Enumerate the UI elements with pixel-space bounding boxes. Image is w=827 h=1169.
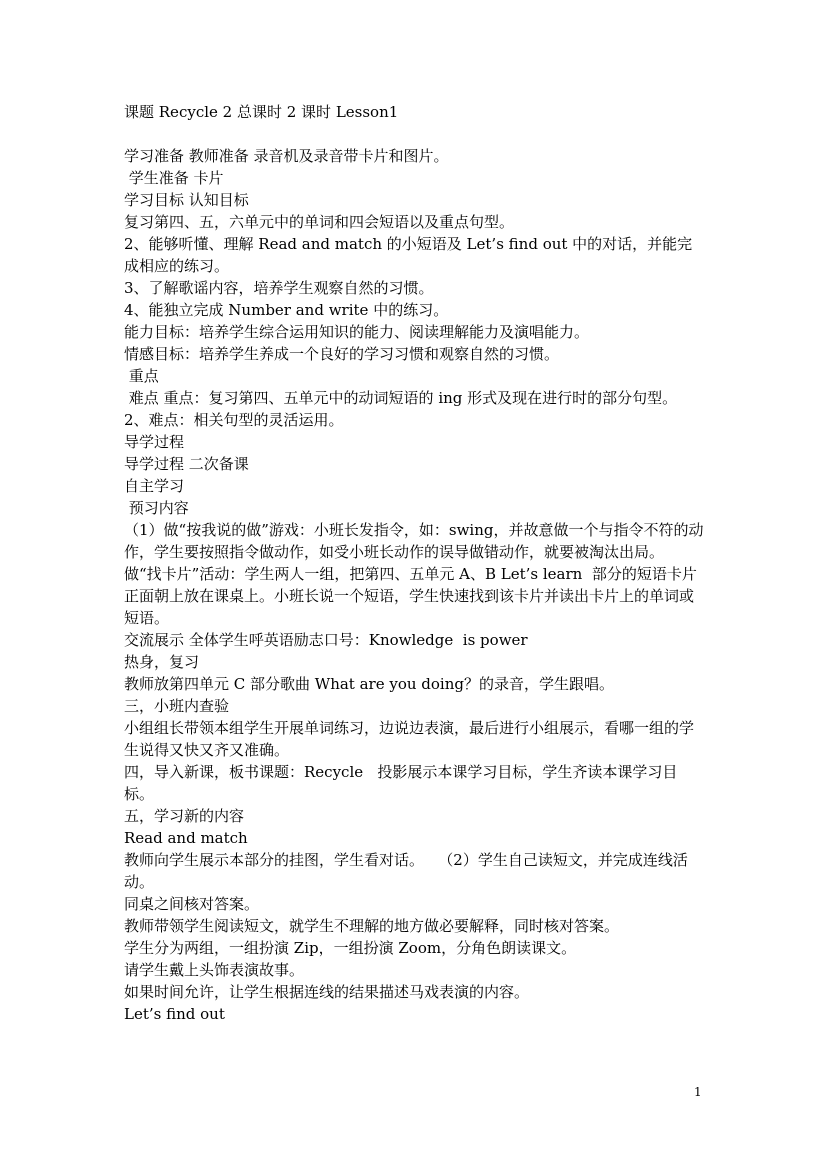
paragraph: （1）做“按我说的做”游戏：小班长发指令，如：swing，并故意做一个与指令不符的动作，学生要按照指令做动作，如受小班长动作的误导做错动作，就要被淘汰出局。 xyxy=(124,521,704,561)
paragraph: Let’s find out xyxy=(124,1005,225,1023)
paragraph: 2、难点：相关句型的灵活运用。 xyxy=(124,411,344,429)
paragraph: 学习目标 认知目标 xyxy=(124,191,249,209)
paragraph: 重点 xyxy=(124,367,159,385)
paragraph: 四，导入新课，板书课题：Recycle 投影展示本课学习目标，学生齐读本课学习目标。 xyxy=(124,763,678,803)
paragraph: Read and match xyxy=(124,829,248,847)
paragraph: 自主学习 xyxy=(124,477,185,495)
paragraph: 预习内容 xyxy=(124,499,189,517)
paragraph: 学习准备 教师准备 录音机及录音带卡片和图片。 xyxy=(124,147,449,165)
paragraph: 学生分为两组，一组扮演 Zip，一组扮演 Zoom，分角色朗读课文。 xyxy=(124,939,577,957)
paragraph: 3、了解歌谣内容，培养学生观察自然的习惯。 xyxy=(124,279,434,297)
lesson-title: 课题 Recycle 2 总课时 2 课时 Lesson1 xyxy=(124,103,399,121)
paragraph: 学生准备 卡片 xyxy=(124,169,224,187)
paragraph: 五，学习新的内容 xyxy=(124,807,245,825)
document-body xyxy=(124,101,704,1025)
paragraph: 能力目标：培养学生综合运用知识的能力、阅读理解能力及演唱能力。 xyxy=(124,323,590,341)
paragraph: 2、能够听懂、理解 Read and match 的小短语及 Let’s find out 中的对话，并能完成相应的练习。 xyxy=(124,235,693,275)
paragraph: 4、能独立完成 Number and write 中的练习。 xyxy=(124,301,449,319)
paragraph: 教师带领学生阅读短文，就学生不理解的地方做必要解释，同时核对答案。 xyxy=(124,917,620,935)
paragraph: 热身，复习 xyxy=(124,653,200,671)
paragraph: 导学过程 xyxy=(124,433,185,451)
paragraph: 做“找卡片”活动：学生两人一组，把第四、五单元 A、B Let’s learn 部分的短语卡片正面朝上放在课桌上。小班长说一个短语，学生快速找到该卡片并读出卡片上的单词或短语。 xyxy=(124,565,697,627)
paragraph: 教师放第四单元 C 部分歌曲 What are you doing？的录音，学生跟唱。 xyxy=(124,675,614,693)
paragraph: 导学过程 二次备课 xyxy=(124,455,249,473)
paragraph-list xyxy=(124,145,704,1025)
paragraph: 情感目标：培养学生养成一个良好的学习习惯和观察自然的习惯。 xyxy=(124,345,560,363)
page-number: 1 xyxy=(694,1085,702,1099)
paragraph: 如果时间允许，让学生根据连线的结果描述马戏表演的内容。 xyxy=(124,983,530,1001)
paragraph: 交流展示 全体学生呼英语励志口号：Knowledge is power xyxy=(124,631,528,649)
paragraph: 教师向学生展示本部分的挂图，学生看对话。 （2）学生自己读短文，并完成连线活动。 xyxy=(124,851,688,891)
paragraph: 难点 重点：复习第四、五单元中的动词短语的 ing 形式及现在进行时的部分句型。 xyxy=(124,389,678,407)
paragraph: 小组组长带领本组学生开展单词练习，边说边表演，最后进行小组展示，看哪一组的学生说得又快又齐又准确。 xyxy=(124,719,695,759)
paragraph: 复习第四、五，六单元中的单词和四会短语以及重点句型。 xyxy=(124,213,515,231)
paragraph: 三，小班内查验 xyxy=(124,697,230,715)
paragraph: 请学生戴上头饰表演故事。 xyxy=(124,961,305,979)
paragraph: 同桌之间核对答案。 xyxy=(124,895,260,913)
